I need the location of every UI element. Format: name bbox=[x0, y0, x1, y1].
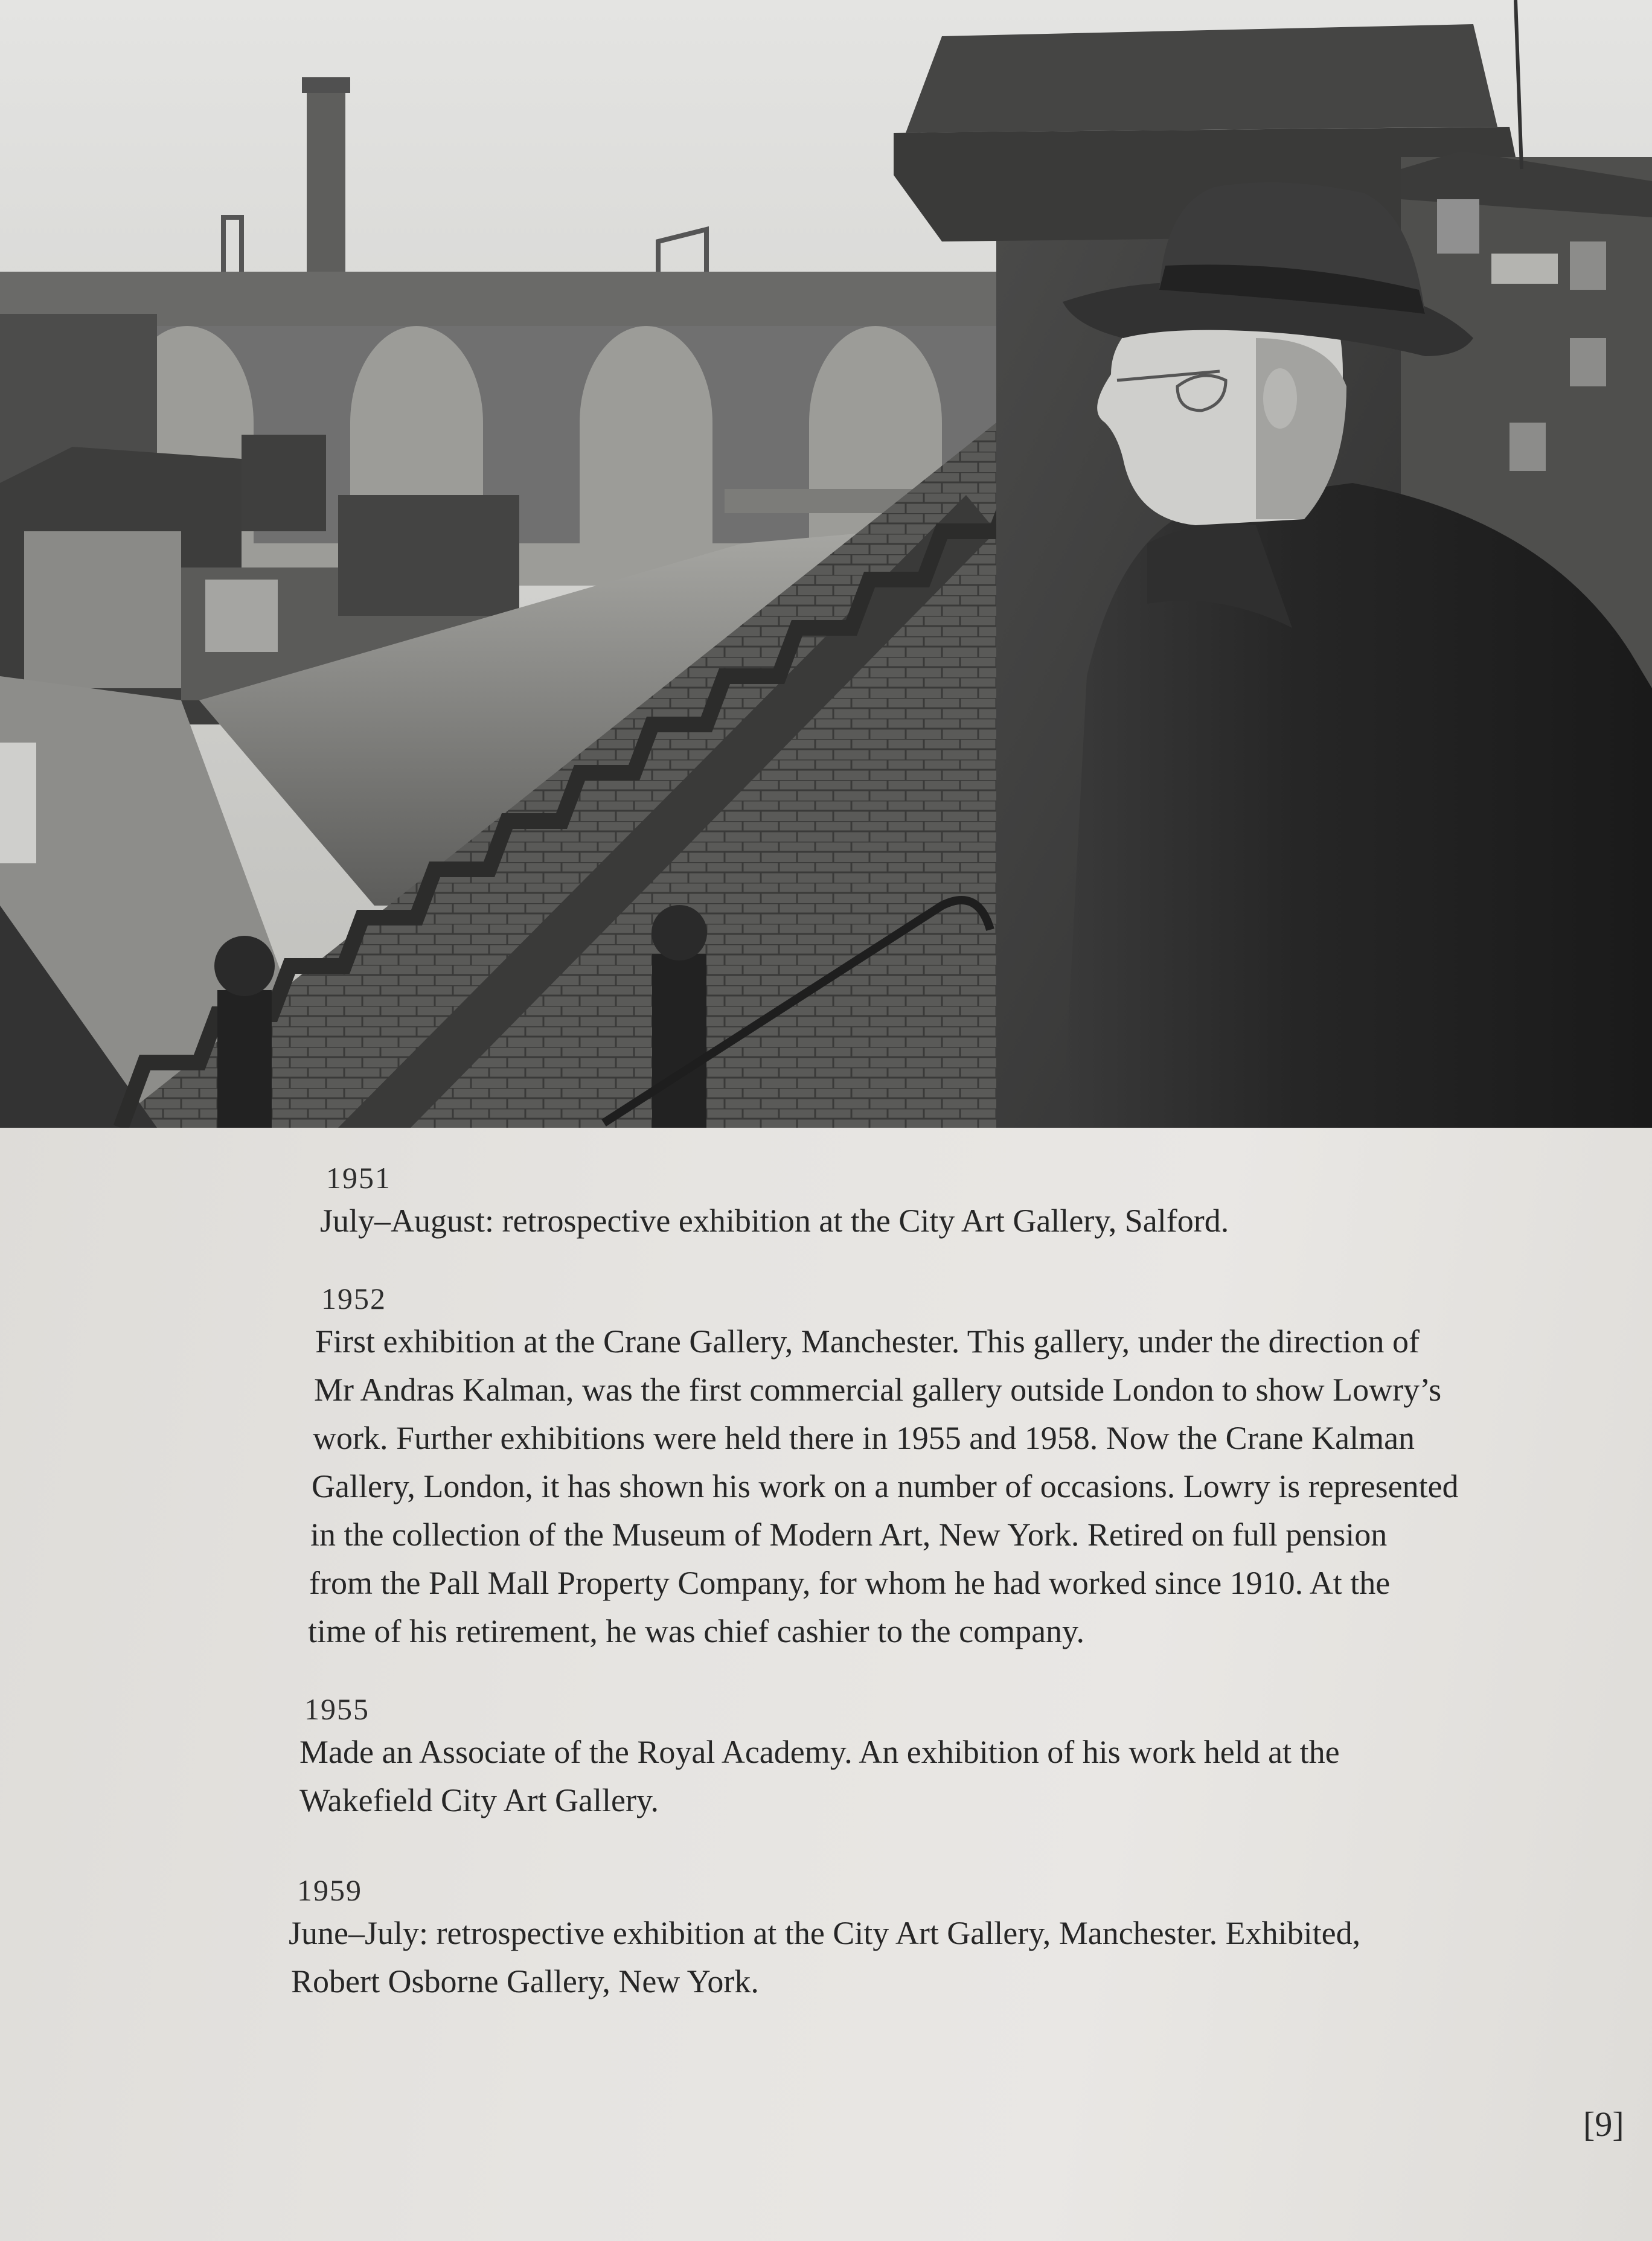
entry-1955 bbox=[284, 1690, 1612, 1824]
entry-1952 bbox=[284, 1280, 1612, 1655]
text-line: First exhibition at the Crane Gallery, Manchester. This gallery, under the direction of bbox=[315, 1323, 1420, 1360]
year-heading: 1959 bbox=[297, 1873, 362, 1907]
text-line: work. Further exhibitions were held there in 1955 and 1958. Now the Crane Kalman bbox=[313, 1420, 1415, 1456]
text-line: Gallery, London, it has shown his work on a number of occasions. Lowry is represented bbox=[312, 1468, 1459, 1504]
text-line: June–July: retrospective exhibition at the City Art Gallery, Manchester. Exhibited, bbox=[289, 1915, 1361, 1951]
page-number: [9] bbox=[1583, 2105, 1624, 2144]
text-line: Mr Andras Kalman, was the first commercial gallery outside London to show Lowry’s bbox=[314, 1372, 1442, 1408]
text-line: July–August: retrospective exhibition at the City Art Gallery, Salford. bbox=[320, 1203, 1229, 1239]
text-line: Wakefield City Art Gallery. bbox=[299, 1782, 659, 1818]
entry-text bbox=[299, 1728, 1612, 1824]
year-heading: 1952 bbox=[321, 1282, 386, 1316]
text-line: in the collection of the Museum of Modern Art, New York. Retired on full pension bbox=[310, 1517, 1388, 1553]
text-line: from the Pall Mall Property Company, for whom he had worked since 1910. At the bbox=[309, 1565, 1391, 1601]
text-line: Robert Osborne Gallery, New York. bbox=[291, 1963, 759, 2000]
entry-1951 bbox=[284, 1159, 1612, 1245]
entry-text bbox=[320, 1197, 1612, 1245]
entry-1959 bbox=[284, 1872, 1612, 2006]
text-line: time of his retirement, he was chief cashier to the company. bbox=[308, 1613, 1085, 1649]
text-line: Made an Associate of the Royal Academy. An exhibition of his work held at the bbox=[299, 1734, 1340, 1770]
entry-text bbox=[289, 1909, 1612, 2006]
entry-text bbox=[308, 1317, 1612, 1655]
year-heading: 1955 bbox=[304, 1692, 370, 1726]
year-heading: 1951 bbox=[326, 1161, 391, 1195]
